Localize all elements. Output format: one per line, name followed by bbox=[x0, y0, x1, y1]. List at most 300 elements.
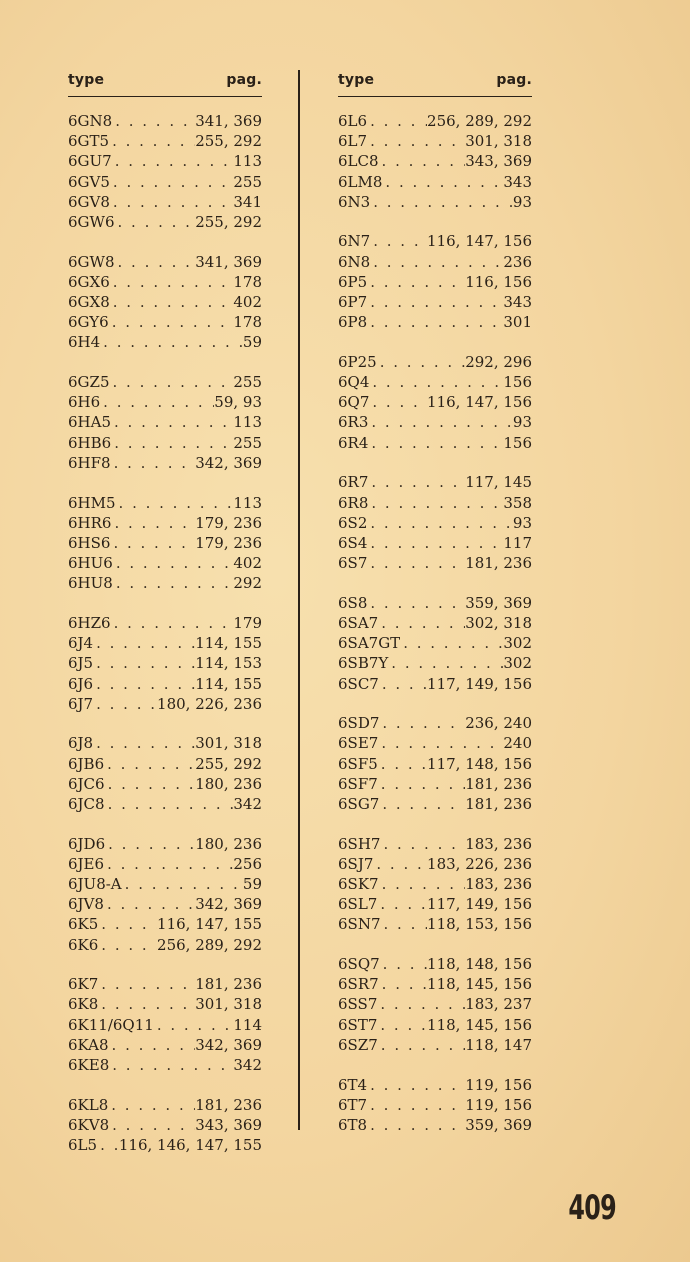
page-refs: 255, 292 bbox=[195, 212, 262, 231]
tube-type: 6LM8 bbox=[338, 172, 383, 191]
group-gap bbox=[338, 453, 532, 473]
tube-type: 6SS7 bbox=[338, 995, 378, 1014]
dot-leader bbox=[100, 332, 243, 352]
tube-type: 6JE6 bbox=[68, 854, 105, 873]
tube-type: 6KL8 bbox=[68, 1095, 109, 1114]
index-entry bbox=[68, 272, 262, 292]
index-entry bbox=[338, 252, 532, 272]
dot-leader bbox=[369, 392, 427, 412]
tube-type: 6JC8 bbox=[68, 794, 105, 813]
page-refs: 178 bbox=[233, 313, 262, 332]
index-entry bbox=[68, 292, 262, 312]
dot-leader bbox=[367, 312, 503, 332]
tube-type: 6P8 bbox=[338, 313, 368, 332]
tube-type: 6N7 bbox=[338, 232, 371, 251]
dot-leader bbox=[378, 733, 503, 753]
index-entry bbox=[68, 834, 262, 854]
index-entry bbox=[338, 1035, 532, 1055]
page-refs: 114 bbox=[233, 1015, 262, 1034]
index-entry bbox=[338, 834, 532, 854]
tube-type: 6K7 bbox=[68, 975, 99, 994]
page-refs: 117, 149, 156 bbox=[427, 674, 532, 693]
group-gap bbox=[68, 593, 262, 613]
index-entry bbox=[338, 894, 532, 914]
page-refs: 342, 369 bbox=[195, 1035, 262, 1054]
dot-leader bbox=[367, 533, 503, 553]
page-refs: 183, 237 bbox=[465, 995, 532, 1014]
index-entry bbox=[68, 252, 262, 272]
dot-leader bbox=[370, 192, 513, 212]
dot-leader bbox=[367, 593, 465, 613]
dot-leader bbox=[367, 513, 513, 533]
tube-type: 6T7 bbox=[338, 1095, 368, 1114]
page-refs: 113 bbox=[233, 493, 262, 512]
index-entry bbox=[338, 1015, 532, 1035]
dot-leader bbox=[104, 854, 233, 874]
page-refs: 292, 296 bbox=[465, 352, 532, 371]
dot-leader bbox=[369, 372, 503, 392]
tube-type: 6LC8 bbox=[338, 152, 379, 171]
dot-leader bbox=[104, 894, 195, 914]
tube-type: 6SA7 bbox=[338, 613, 379, 632]
index-entry bbox=[68, 172, 262, 192]
tube-type: 6GN8 bbox=[68, 112, 113, 130]
page-refs: 156 bbox=[503, 373, 532, 392]
group-gap bbox=[68, 955, 262, 975]
dot-leader bbox=[122, 874, 243, 894]
tube-type: 6H4 bbox=[68, 333, 101, 352]
dot-leader bbox=[370, 231, 427, 251]
page-refs: 255 bbox=[233, 373, 262, 392]
tube-type: 6L7 bbox=[338, 132, 368, 151]
tube-type: 6H6 bbox=[68, 393, 101, 412]
tube-type: 6SH7 bbox=[338, 834, 381, 853]
index-entry bbox=[68, 192, 262, 212]
index-entry bbox=[68, 653, 262, 673]
tube-type: 6GU7 bbox=[68, 152, 112, 171]
index-entry bbox=[338, 774, 532, 794]
page-refs: 180, 236 bbox=[195, 774, 262, 793]
page-refs: 181, 236 bbox=[465, 794, 532, 813]
index-entry bbox=[338, 1115, 532, 1135]
tube-type: 6T8 bbox=[338, 1115, 368, 1134]
tube-type: 6S7 bbox=[338, 554, 368, 573]
dot-leader bbox=[112, 111, 195, 131]
dot-leader bbox=[97, 1135, 119, 1155]
group-gap bbox=[68, 1075, 262, 1095]
dot-leader bbox=[367, 111, 427, 131]
dot-leader bbox=[98, 914, 157, 934]
tube-type: 6HA5 bbox=[68, 413, 112, 432]
dot-leader bbox=[368, 433, 503, 453]
page-refs: 117 bbox=[503, 533, 532, 552]
index-entry bbox=[338, 733, 532, 753]
tube-type: 6J7 bbox=[68, 694, 94, 713]
page-refs: 156 bbox=[503, 433, 532, 452]
page-number: 409 bbox=[568, 1188, 616, 1228]
index-entry bbox=[68, 513, 262, 533]
dot-leader bbox=[378, 613, 465, 633]
type-heading: type bbox=[338, 72, 375, 88]
page-refs: 113 bbox=[233, 413, 262, 432]
dot-leader bbox=[379, 874, 466, 894]
page-refs: 255, 292 bbox=[195, 132, 262, 151]
index-entry bbox=[68, 894, 262, 914]
tube-type: 6GY6 bbox=[68, 313, 109, 332]
index-entry bbox=[338, 231, 532, 251]
index-entry bbox=[68, 874, 262, 894]
right-column bbox=[338, 62, 532, 1135]
page-refs: 292 bbox=[233, 574, 262, 593]
page-refs: 116, 147, 156 bbox=[427, 393, 532, 412]
index-entry bbox=[338, 1075, 532, 1095]
dot-leader bbox=[109, 1055, 233, 1075]
tube-type: 6GX8 bbox=[68, 293, 110, 311]
index-entry bbox=[338, 553, 532, 573]
tube-type: 6SK7 bbox=[338, 875, 379, 893]
group-gap bbox=[68, 353, 262, 373]
index-entry bbox=[338, 372, 532, 392]
index-entry bbox=[338, 874, 532, 894]
page-refs: 116, 147, 156 bbox=[427, 232, 532, 251]
tube-type: 6KA8 bbox=[68, 1035, 109, 1054]
page-refs: 118, 145, 156 bbox=[427, 975, 532, 994]
tube-type: 6ST7 bbox=[338, 1015, 378, 1034]
dot-leader bbox=[379, 151, 466, 171]
index-entry bbox=[68, 533, 262, 553]
dot-leader bbox=[113, 573, 234, 593]
dot-leader bbox=[111, 613, 234, 633]
tube-type: 6GT5 bbox=[68, 132, 110, 151]
dot-leader bbox=[109, 1035, 196, 1055]
tube-type: 6JU8-A bbox=[68, 875, 122, 893]
dot-leader bbox=[368, 493, 503, 513]
page-refs: 301, 318 bbox=[195, 734, 262, 753]
index-entry bbox=[68, 854, 262, 874]
index-entry bbox=[68, 935, 262, 955]
index-entry bbox=[68, 493, 262, 513]
dot-leader bbox=[380, 834, 465, 854]
dot-leader bbox=[109, 131, 195, 151]
page-refs: 116, 156 bbox=[465, 272, 532, 291]
dot-leader bbox=[110, 372, 234, 392]
page-refs: 181, 236 bbox=[195, 975, 262, 994]
page-refs: 119, 156 bbox=[465, 1095, 532, 1114]
index-entry bbox=[338, 754, 532, 774]
index-entry bbox=[68, 573, 262, 593]
index-entry bbox=[338, 994, 532, 1014]
page-refs: 117, 148, 156 bbox=[427, 754, 532, 773]
page-refs: 114, 155 bbox=[195, 634, 262, 653]
right-entries bbox=[338, 111, 532, 1135]
column-divider bbox=[298, 70, 300, 1130]
index-entry bbox=[338, 513, 532, 533]
page-refs: 59 bbox=[242, 333, 262, 352]
tube-type: 6K8 bbox=[68, 995, 99, 1014]
index-entry bbox=[338, 794, 532, 814]
page-refs: 343, 369 bbox=[465, 152, 532, 171]
dot-leader bbox=[377, 894, 427, 914]
tube-type: 6K5 bbox=[68, 915, 99, 934]
dot-leader bbox=[110, 172, 233, 192]
page-refs: 118, 153, 156 bbox=[427, 915, 532, 934]
dot-leader bbox=[98, 994, 195, 1014]
dot-leader bbox=[105, 774, 196, 794]
dot-leader bbox=[111, 453, 196, 473]
tube-type: 6GX6 bbox=[68, 272, 110, 291]
dot-leader bbox=[109, 312, 234, 332]
page-refs: 180, 236 bbox=[195, 834, 262, 853]
dot-leader bbox=[377, 994, 465, 1014]
tube-type: 6SB7Y bbox=[338, 654, 389, 673]
dot-leader bbox=[116, 493, 234, 513]
tube-type: 6J6 bbox=[68, 674, 94, 693]
dot-leader bbox=[113, 553, 234, 573]
group-gap bbox=[338, 573, 532, 593]
tube-type: 6J8 bbox=[68, 734, 94, 753]
index-entry bbox=[338, 713, 532, 733]
index-entry bbox=[68, 914, 262, 934]
tube-type: 6KV8 bbox=[68, 1115, 110, 1134]
dot-leader bbox=[100, 392, 214, 412]
index-entry bbox=[68, 733, 262, 753]
page-refs: 113 bbox=[233, 152, 262, 171]
page-refs: 118, 148, 156 bbox=[427, 955, 532, 974]
page-refs: 301, 318 bbox=[195, 995, 262, 1014]
group-gap bbox=[338, 935, 532, 955]
page-refs: 179, 236 bbox=[195, 513, 262, 532]
tube-type: 6Q4 bbox=[338, 373, 370, 392]
page-refs: 179 bbox=[233, 613, 262, 632]
tube-type: 6SR7 bbox=[338, 975, 379, 994]
index-entry bbox=[68, 131, 262, 151]
page-refs: 343 bbox=[503, 172, 532, 191]
dot-leader bbox=[105, 834, 195, 854]
dot-leader bbox=[105, 794, 234, 814]
tube-type: 6HB6 bbox=[68, 433, 112, 452]
tube-type: 6HF8 bbox=[68, 453, 111, 472]
left-column-header bbox=[68, 62, 262, 97]
tube-type: 6GV5 bbox=[68, 172, 110, 191]
dot-leader bbox=[379, 974, 427, 994]
page-refs: 255 bbox=[233, 433, 262, 452]
index-entry bbox=[338, 653, 532, 673]
dot-leader bbox=[367, 272, 465, 292]
dot-leader bbox=[98, 974, 195, 994]
tube-type: 6JC6 bbox=[68, 774, 105, 793]
tube-type: 6GW8 bbox=[68, 252, 115, 271]
index-entry bbox=[68, 111, 262, 131]
dot-leader bbox=[110, 192, 233, 212]
index-entry bbox=[68, 1035, 262, 1055]
dot-leader bbox=[104, 754, 195, 774]
tube-type: 6SQ7 bbox=[338, 955, 380, 974]
page-refs: 359, 369 bbox=[465, 1115, 532, 1134]
dot-leader bbox=[382, 172, 503, 192]
left-column bbox=[68, 62, 262, 1155]
page-refs: 342 bbox=[233, 1056, 262, 1074]
index-entry bbox=[338, 272, 532, 292]
index-entry bbox=[338, 472, 532, 492]
dot-leader bbox=[370, 252, 503, 272]
dot-leader bbox=[367, 292, 503, 312]
tube-type: 6JV8 bbox=[68, 895, 104, 914]
index-entry bbox=[338, 131, 532, 151]
index-entry bbox=[338, 593, 532, 613]
dot-leader bbox=[367, 1075, 465, 1095]
dot-leader bbox=[93, 653, 195, 673]
tube-type: 6HZ6 bbox=[68, 613, 111, 632]
group-gap bbox=[68, 473, 262, 493]
page-refs: 118, 145, 156 bbox=[427, 1015, 532, 1034]
page-refs: 93 bbox=[512, 513, 532, 532]
page-refs: 181, 236 bbox=[465, 774, 532, 793]
index-entry bbox=[68, 994, 262, 1014]
dot-leader bbox=[110, 292, 234, 312]
index-entry bbox=[68, 794, 262, 814]
index-entry bbox=[68, 974, 262, 994]
index-entry bbox=[68, 151, 262, 171]
page-refs: 119, 156 bbox=[465, 1075, 532, 1094]
group-gap bbox=[338, 212, 532, 232]
page-refs: 116, 146, 147, 155 bbox=[118, 1136, 262, 1155]
tube-type: 6GW6 bbox=[68, 212, 115, 231]
tube-type: 6SG7 bbox=[338, 794, 380, 813]
index-entry bbox=[68, 1015, 262, 1035]
tube-type: 6SN7 bbox=[338, 915, 381, 934]
dot-leader bbox=[379, 674, 427, 694]
page-refs: 183, 226, 236 bbox=[427, 854, 532, 873]
dot-leader bbox=[115, 252, 196, 272]
page-refs: 236 bbox=[503, 252, 532, 271]
tube-type: 6SL7 bbox=[338, 895, 378, 914]
index-entry bbox=[68, 453, 262, 473]
tube-type: 6SC7 bbox=[338, 674, 379, 693]
group-gap bbox=[338, 1055, 532, 1075]
page-refs: 341 bbox=[233, 192, 262, 211]
tube-type: 6SE7 bbox=[338, 734, 379, 753]
tube-type: 6HU6 bbox=[68, 554, 113, 573]
index-entry bbox=[68, 774, 262, 794]
dot-leader bbox=[111, 412, 233, 432]
index-entry bbox=[338, 674, 532, 694]
dot-leader bbox=[380, 954, 427, 974]
index-entry bbox=[68, 633, 262, 653]
index-entry bbox=[338, 151, 532, 171]
dot-leader bbox=[93, 633, 195, 653]
page-refs: 343 bbox=[503, 293, 532, 311]
index-entry bbox=[68, 1115, 262, 1135]
dot-leader bbox=[378, 774, 465, 794]
index-entry bbox=[338, 1095, 532, 1115]
tube-type: 6GZ5 bbox=[68, 373, 110, 392]
page-heading: pag. bbox=[496, 72, 532, 88]
page-refs: 59 bbox=[242, 875, 262, 893]
index-entry bbox=[338, 352, 532, 372]
page-refs: 341, 369 bbox=[195, 252, 262, 271]
tube-type: 6S4 bbox=[338, 533, 368, 552]
tube-type: 6P5 bbox=[338, 272, 368, 291]
index-entry bbox=[68, 754, 262, 774]
index-entry bbox=[338, 974, 532, 994]
dot-leader bbox=[377, 352, 465, 372]
tube-type: 6HM5 bbox=[68, 493, 116, 512]
tube-type: 6JB6 bbox=[68, 754, 105, 773]
page-refs: 93 bbox=[512, 413, 532, 432]
page-refs: 341, 369 bbox=[195, 112, 262, 130]
page-refs: 117, 149, 156 bbox=[427, 895, 532, 914]
dot-leader bbox=[109, 1115, 195, 1135]
page-refs: 178 bbox=[233, 272, 262, 291]
dot-leader bbox=[111, 513, 195, 533]
group-gap bbox=[338, 332, 532, 352]
right-column-header bbox=[338, 62, 532, 97]
page-refs: 180, 226, 236 bbox=[157, 694, 262, 713]
page-refs: 301 bbox=[503, 313, 532, 332]
dot-leader bbox=[108, 1095, 195, 1115]
dot-leader bbox=[112, 151, 234, 171]
index-entry bbox=[68, 674, 262, 694]
tube-type: 6N3 bbox=[338, 192, 371, 211]
tube-type: 6SD7 bbox=[338, 714, 380, 733]
page-refs: 302 bbox=[503, 654, 532, 673]
dot-leader bbox=[154, 1015, 234, 1035]
index-entry bbox=[68, 332, 262, 352]
page-refs: 236, 240 bbox=[465, 714, 532, 733]
tube-type: 6P25 bbox=[338, 352, 377, 371]
index-entry bbox=[68, 1135, 262, 1155]
page-refs: 240 bbox=[503, 734, 532, 753]
index-entry bbox=[338, 954, 532, 974]
dot-leader bbox=[367, 1115, 465, 1135]
tube-type: 6N8 bbox=[338, 252, 371, 271]
index-entry bbox=[338, 312, 532, 332]
index-entry bbox=[338, 613, 532, 633]
dot-leader bbox=[373, 854, 427, 874]
dot-leader bbox=[378, 754, 427, 774]
tube-type: 6GV8 bbox=[68, 192, 110, 211]
page-refs: 402 bbox=[233, 554, 262, 573]
index-entry bbox=[338, 854, 532, 874]
tube-type: 6R8 bbox=[338, 493, 369, 512]
group-gap bbox=[338, 694, 532, 714]
index-entry bbox=[338, 111, 532, 131]
tube-type: 6K6 bbox=[68, 935, 99, 954]
left-entries bbox=[68, 111, 262, 1155]
tube-type: 6SZ7 bbox=[338, 1035, 378, 1054]
tube-type: 6L6 bbox=[338, 112, 368, 130]
tube-type: 6T4 bbox=[338, 1075, 368, 1094]
page-refs: 181, 236 bbox=[195, 1095, 262, 1114]
page-refs: 59, 93 bbox=[214, 393, 262, 412]
page-refs: 342, 369 bbox=[195, 453, 262, 472]
tube-type: 6SF7 bbox=[338, 774, 378, 793]
tube-type: 6JD6 bbox=[68, 834, 106, 853]
dot-leader bbox=[367, 553, 465, 573]
dot-leader bbox=[379, 794, 465, 814]
tube-type: 6S2 bbox=[338, 513, 368, 532]
tube-type: 6SF5 bbox=[338, 754, 378, 773]
tube-type: 6R7 bbox=[338, 473, 369, 492]
page-refs: 255 bbox=[233, 172, 262, 191]
page-refs: 114, 153 bbox=[195, 654, 262, 673]
page-refs: 117, 145 bbox=[465, 473, 532, 492]
index-entry bbox=[338, 392, 532, 412]
page-refs: 116, 147, 155 bbox=[157, 915, 262, 934]
index-entry bbox=[68, 553, 262, 573]
page-refs: 342, 369 bbox=[195, 895, 262, 914]
page-heading: pag. bbox=[226, 72, 262, 88]
